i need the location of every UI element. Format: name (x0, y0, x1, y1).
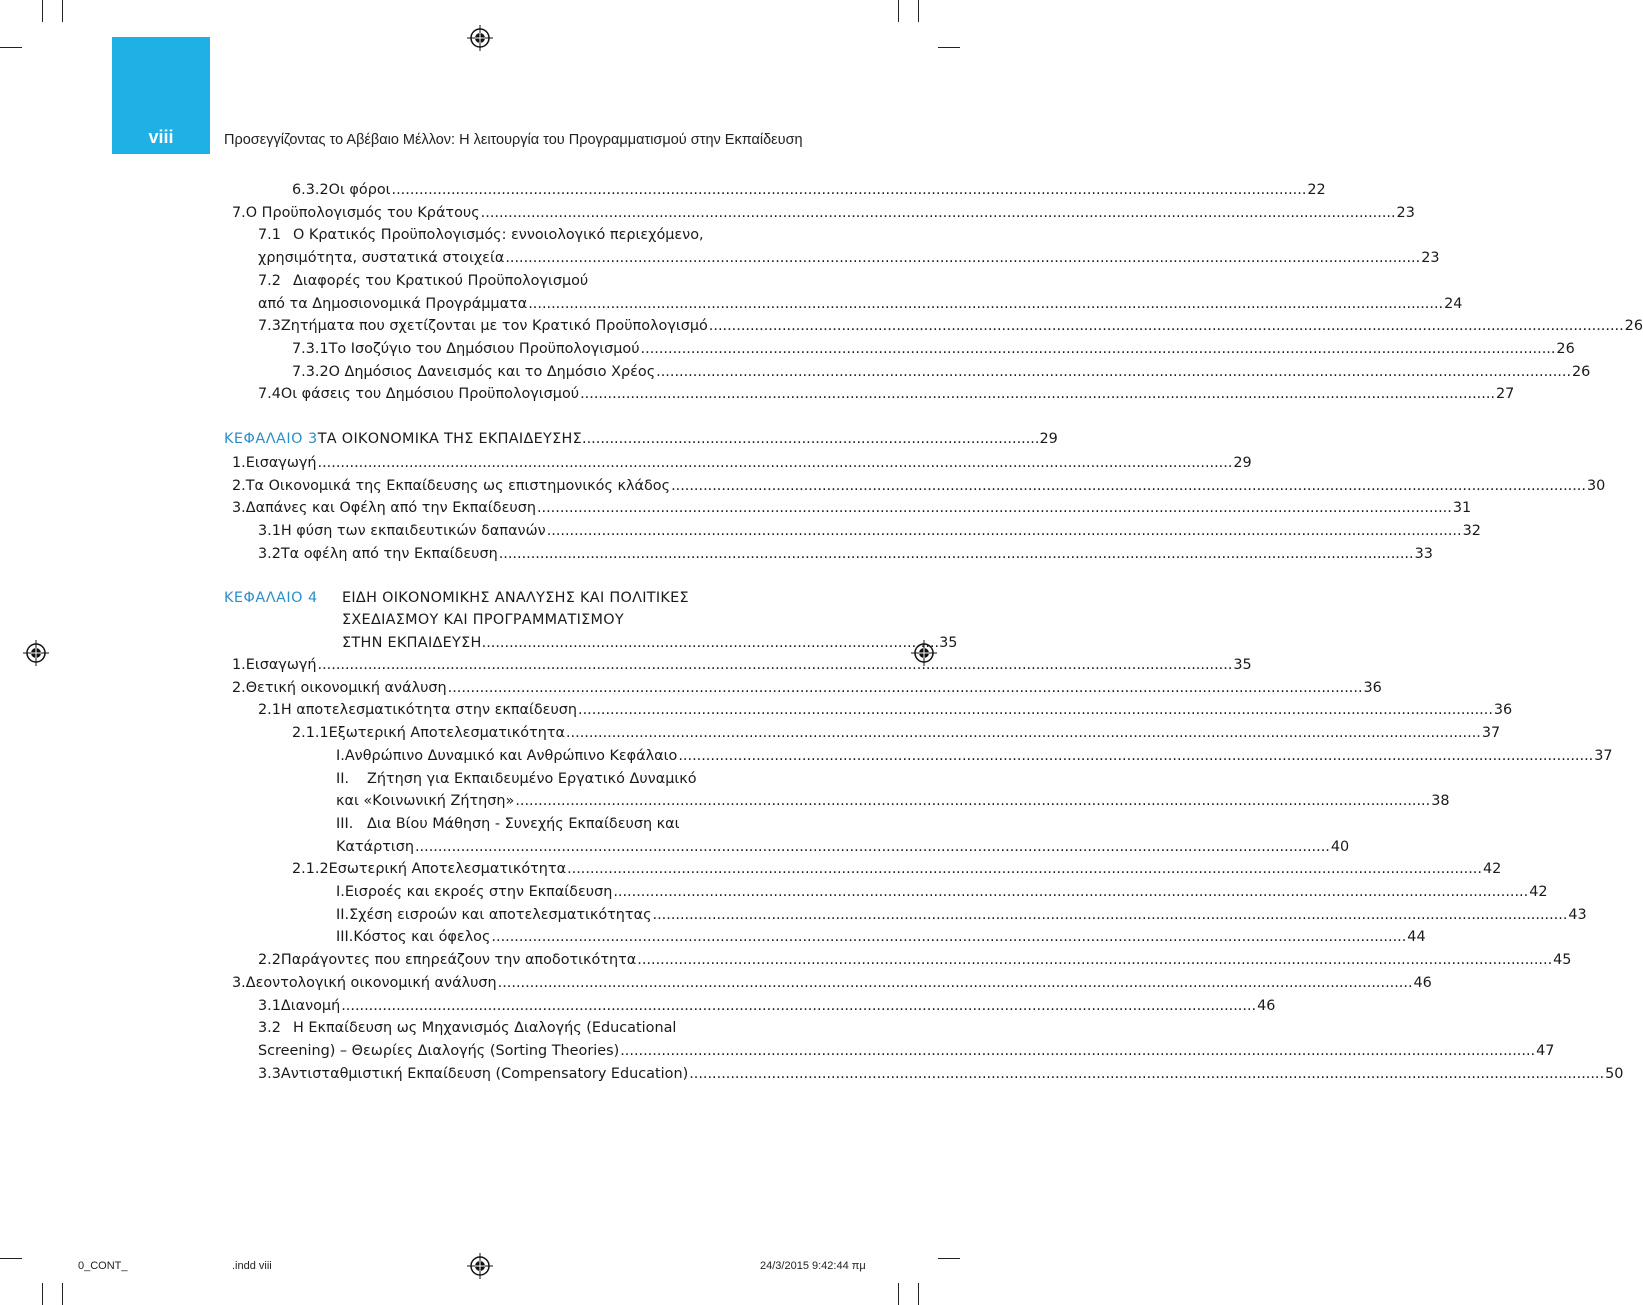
crop-mark (898, 1283, 899, 1305)
toc-entry-number: 7.4 (258, 386, 281, 403)
leader-dots (505, 248, 1420, 268)
toc-entry-page: 40 (1330, 838, 1350, 855)
leader-dots (528, 294, 1443, 314)
toc-entry-number: III. (336, 815, 354, 832)
toc-entry-title: Ο Κρατικός Προϋπολογισμός: εννοιολογικό περιεχόμενο, (293, 227, 704, 244)
crop-mark (938, 47, 960, 48)
toc-entry (258, 996, 1276, 1016)
toc-entry (232, 453, 1252, 473)
crop-mark (42, 1283, 43, 1305)
toc-entry-number: II. (336, 906, 350, 923)
toc-entry-title: Ο Δημόσιος Δανεισμός και το Δημόσιο Χρέος (328, 363, 656, 380)
toc-entry-number: 3. (232, 974, 246, 991)
toc-entry-number: 7.3.2 (292, 363, 329, 380)
registration-mark-icon (467, 25, 493, 51)
leader-dots (498, 973, 1413, 993)
toc-entry-title: Παράγοντες που επηρεάζουν την αποδοτικότητα (280, 952, 637, 969)
leader-dots (318, 453, 1233, 473)
toc-entry (258, 271, 757, 291)
toc-entry (258, 384, 1515, 404)
toc-entry-title: Οι φόροι (328, 182, 391, 198)
toc-entry (336, 905, 1587, 925)
chapter-label: ΚΕΦΑΛΑΙΟ 4 (224, 590, 318, 606)
leader-dots (671, 476, 1586, 496)
toc-entry-page: 38 (1431, 793, 1450, 810)
toc-entry-number: 3.2 (258, 1020, 281, 1037)
toc-entry-page: 43 (1568, 906, 1587, 923)
toc-entry-title: Εξωτερική Αποτελεσματικότητα (328, 725, 565, 742)
crop-mark (898, 0, 899, 22)
leader-dots (491, 927, 1406, 947)
leader-dots (415, 837, 1330, 857)
toc-entry (258, 950, 1572, 970)
toc-entry-title: Διαφορές του Κρατικού Προϋπολογισμού (293, 272, 589, 289)
leader-dots (537, 498, 1452, 518)
leader-dots (641, 339, 1556, 359)
toc-entry (232, 476, 1606, 496)
chapter-title-line: ΣΧΕΔΙΑΣΜΟΥ ΚΑΙ ΠΡΟΓΡΑΜΜΑΤΙΣΜΟΥ (342, 612, 624, 628)
toc-entry (292, 859, 1502, 879)
toc-entry-title: Κατάρτιση (336, 838, 414, 855)
toc-entry-page: 26 (1572, 363, 1591, 380)
toc-entry-page: 32 (1462, 523, 1481, 540)
toc-entry-page: 46 (1413, 974, 1432, 991)
toc-entry (232, 203, 1415, 223)
toc-entry-page: 35 (1233, 657, 1252, 673)
toc-entry-page: 31 (1452, 500, 1472, 517)
toc-entry-title: Η Εκπαίδευση ως Μηχανισμός Διαλογής (Educational (293, 1020, 677, 1037)
toc-entry-title: Εισροές και εκροές στην Εκπαίδευση (344, 884, 613, 900)
leader-dots: .................................................................................................... (481, 635, 940, 651)
toc-entry-title: Σχέση εισροών και αποτελεσματικότητας (349, 906, 652, 923)
toc-entry-title: Το Ισοζύγιο του Δημόσιου Προϋπολογισμού (328, 340, 640, 357)
footer-indd: .indd viii (232, 1260, 272, 1272)
leader-dots (499, 544, 1414, 564)
toc-entry (336, 927, 1426, 947)
toc-entry-page: 37 (1481, 725, 1501, 742)
toc-entry-number: 7. (232, 204, 246, 221)
toc-entry-page: 26 (1556, 340, 1575, 357)
toc-entry (258, 225, 757, 245)
toc-entry-page: 27 (1495, 386, 1515, 403)
toc-entry (258, 700, 1513, 720)
toc-entry-number: I. (336, 884, 345, 900)
toc-entry (232, 655, 1252, 675)
leader-dots (709, 316, 1624, 336)
toc-entry (258, 544, 1433, 564)
page-ref: 35 (939, 635, 958, 651)
toc-entry-title: Τα Οικονομικά της Εκπαίδευσης ως επιστημονικός κλάδος (245, 477, 671, 494)
toc-entry-number: 3.2 (258, 545, 281, 562)
toc-entry-number: 3.1 (258, 997, 281, 1014)
crop-mark (0, 1258, 22, 1259)
toc-entry (336, 837, 1350, 857)
toc-entry-number: 2.1 (258, 702, 281, 719)
footer-timestamp: 24/3/2015 9:42:44 πμ (760, 1260, 866, 1272)
toc-entry (336, 746, 1613, 766)
toc-entry (258, 1064, 1624, 1084)
toc-entry (258, 294, 1463, 314)
toc-entry (258, 521, 1481, 541)
toc-entry (232, 678, 1382, 698)
toc-entry-number: 7.3 (258, 318, 281, 335)
crop-mark (938, 1258, 960, 1259)
leader-dots (656, 362, 1571, 382)
toc-entry-title: Τα οφέλη από την Εκπαίδευση (280, 545, 498, 562)
leader-dots (448, 678, 1363, 698)
toc-entry-title: Ο Προϋπολογισμός του Κράτους (245, 204, 480, 221)
crop-mark (62, 1283, 63, 1305)
toc-entry-title: από τα Δημοσιονομικά Προγράμματα (258, 295, 528, 312)
leader-dots: .................................................................................................... (582, 431, 1040, 447)
page-ref: 29 (1039, 431, 1058, 447)
toc-entry-title: Διανομή (280, 997, 341, 1014)
toc-entry-title: Ανθρώπινο Δυναμικό και Ανθρώπινο Κεφάλαιο (344, 747, 678, 764)
toc-entry-title: Κόστος και όφελος (353, 929, 491, 946)
toc-entry-page: 42 (1529, 884, 1548, 900)
chapter-title: ΤΑ ΟΙΚΟΝΟΜΙΚΑ ΤΗΣ ΕΚΠΑΙΔΕΥΣΗΣ (317, 431, 583, 447)
toc-entry-number: 7.1 (258, 227, 281, 244)
page-number: viii (148, 127, 174, 147)
toc-entry-title: Δεοντολογική οικονομική ανάλυση (245, 974, 497, 991)
leader-dots (392, 180, 1307, 200)
toc-entry (292, 339, 1575, 359)
leader-dots (341, 996, 1256, 1016)
toc-entry (258, 1041, 1555, 1061)
leader-dots (620, 1041, 1535, 1061)
leader-dots (653, 905, 1568, 925)
crop-mark (918, 1283, 919, 1305)
leader-dots (567, 859, 1482, 879)
toc-entry-title: Εισαγωγή (245, 455, 317, 471)
toc-entry-title: Screening) – Θεωρίες Διαλογής (Sorting Theories) (258, 1042, 620, 1059)
toc-entry-number: 2.2 (258, 952, 281, 969)
leader-dots (547, 521, 1462, 541)
toc-entry-page: 24 (1444, 295, 1463, 312)
toc-entry-page: 44 (1407, 929, 1426, 946)
toc-entry-page: 36 (1493, 702, 1513, 719)
toc-entry (336, 769, 757, 789)
crop-mark (918, 0, 919, 22)
toc-entry-number: 7.2 (258, 272, 281, 289)
toc-entry-page: 29 (1233, 455, 1252, 471)
crop-mark (0, 47, 22, 48)
toc-entry-number: 2. (232, 477, 246, 494)
page-number-badge (112, 37, 210, 154)
leader-dots (318, 655, 1233, 675)
toc-entry-number: 2.1.2 (292, 861, 329, 878)
chapter-label: ΚΕΦΑΛΑΙΟ 3 (224, 431, 318, 447)
leader-dots (481, 203, 1396, 223)
toc-entry-page: 23 (1396, 204, 1415, 221)
toc-entry-title: Δαπάνες και Οφέλη από την Εκπαίδευση (245, 500, 536, 517)
toc-entry (258, 1018, 757, 1038)
toc-entry-title: και «Κοινωνική Ζήτηση» (336, 793, 515, 810)
registration-mark-icon (467, 1253, 493, 1279)
toc-entry-page: 22 (1307, 182, 1326, 198)
toc-entry-title: Εισαγωγή (245, 657, 317, 673)
toc-entry-title: Ζητήματα που σχετίζονται με τον Κρατικό Προϋπολογισμό (280, 318, 708, 335)
leader-dots (613, 882, 1528, 902)
crop-mark (42, 0, 43, 22)
toc-entry (336, 814, 757, 834)
toc-entry-title: Η φύση των εκπαιδευτικών δαπανών (280, 523, 546, 540)
toc-entry-page: 23 (1421, 250, 1440, 267)
toc-entry-number: I. (336, 747, 345, 764)
toc-entry-page: 47 (1536, 1042, 1555, 1059)
toc-entry-number: II. (336, 770, 350, 787)
toc-entry (258, 248, 1440, 268)
leader-dots (578, 700, 1493, 720)
toc-entry-number: 2. (232, 679, 246, 696)
toc-entry-number: III. (336, 929, 354, 946)
crop-mark (62, 0, 63, 22)
leader-dots (678, 746, 1593, 766)
toc-entry (292, 362, 1591, 382)
toc-entry-title: Η αποτελεσματικότητα στην εκπαίδευση (280, 702, 578, 719)
toc-entry-number: 3.3 (258, 1065, 281, 1082)
leader-dots (515, 791, 1430, 811)
toc-entry (232, 498, 1472, 518)
toc-entry-title: Δια Βίου Μάθηση - Συνεχής Εκπαίδευση και (367, 815, 680, 832)
toc-entry-number: 3. (232, 500, 246, 517)
toc-entry-number: 2.1.1 (292, 725, 329, 742)
toc-entry-title: Θετική οικονομική ανάλυση (245, 679, 447, 696)
toc-entry-page: 45 (1553, 952, 1572, 969)
chapter-title-row (342, 633, 958, 653)
toc-entry (336, 791, 1450, 811)
toc-entry-title: Ζήτηση για Εκπαιδευμένο Εργατικό Δυναμικό (367, 770, 697, 787)
chapter-title-line: ΕΙΔΗ ΟΙΚΟΝΟΜΙΚΗΣ ΑΝΑΛΥΣΗΣ ΚΑΙ ΠΟΛΙΤΙΚΕΣ (342, 590, 689, 606)
toc-entry-page: 50 (1605, 1065, 1624, 1082)
toc-entry-page: 26 (1624, 318, 1643, 335)
running-header: Προσεγγίζοντας το Αβέβαιο Μέλλον: Η λειτουργία του Προγραμματισμού στην Εκπαίδευση (224, 132, 803, 148)
leader-dots (637, 950, 1552, 970)
toc-entry (232, 973, 1432, 993)
chapter-3-heading (224, 429, 1058, 449)
toc-entry-number: 6.3.2 (292, 182, 329, 198)
toc-entry-title: χρησιμότητα, συστατικά στοιχεία (258, 250, 505, 267)
toc-entry-number: 3.1 (258, 523, 281, 540)
chapter-title-line: ΣΤΗΝ ΕΚΠΑΙΔΕΥΣΗ (342, 635, 482, 651)
toc-entry-page: 42 (1482, 861, 1502, 878)
leader-dots (689, 1064, 1604, 1084)
toc-entry-number: 7.3.1 (292, 340, 329, 357)
toc-entry-page: 33 (1414, 545, 1433, 562)
footer-filename: 0_CONT_ (78, 1260, 128, 1272)
toc-entry-title: Εσωτερική Αποτελεσματικότητα (328, 861, 567, 878)
toc-entry-page: 30 (1586, 477, 1606, 494)
toc-entry-number: 1. (232, 455, 246, 471)
toc-entry-title: Οι φάσεις του Δημόσιου Προϋπολογισμού (280, 386, 580, 403)
toc-entry (292, 723, 1501, 743)
toc-entry-number: 1. (232, 657, 246, 673)
toc-entry-page: 36 (1363, 679, 1382, 696)
toc-entry-page: 46 (1257, 997, 1276, 1014)
leader-dots (580, 384, 1495, 404)
registration-mark-icon (23, 640, 49, 666)
toc-entry (258, 316, 1643, 336)
leader-dots (566, 723, 1481, 743)
toc-entry (336, 882, 1548, 902)
toc-entry-page: 37 (1594, 747, 1613, 764)
toc-entry-title: Αντισταθμιστική Εκπαίδευση (Compensatory Education) (280, 1065, 689, 1082)
toc-entry (292, 180, 1326, 200)
